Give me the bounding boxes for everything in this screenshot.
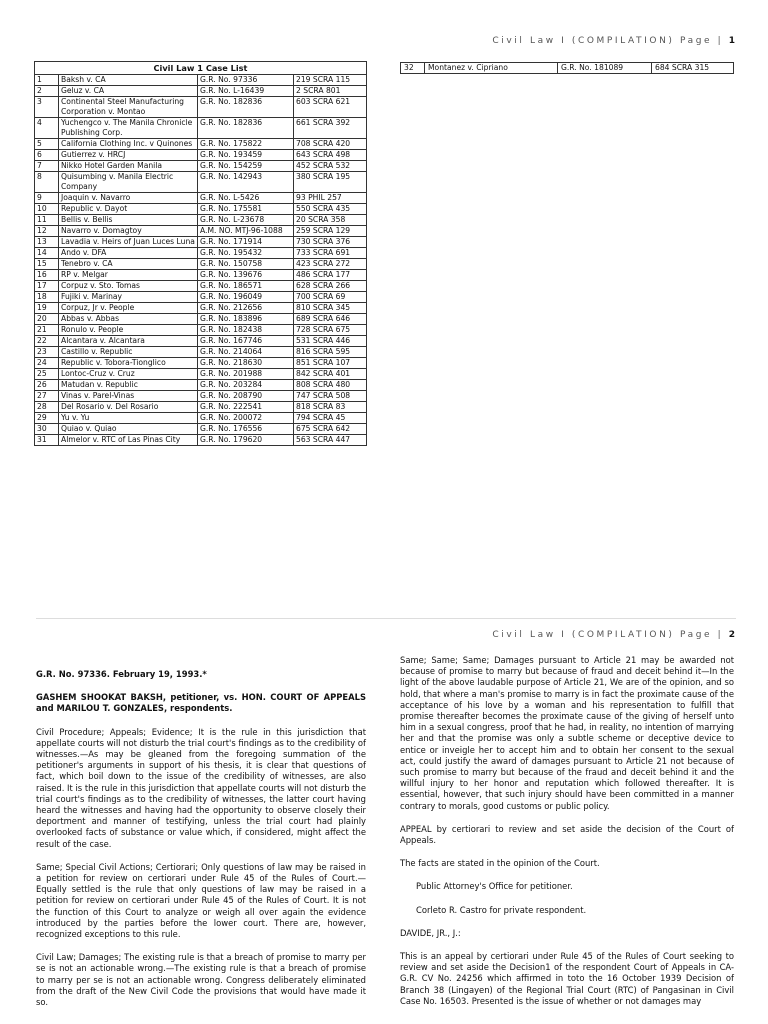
case-citation: 733 SCRA 691 (294, 248, 367, 259)
case-gr: G.R. No. 200072 (198, 413, 294, 424)
header-text: Civil Law I (COMPILATION) Page | (492, 36, 724, 46)
case-gr: G.R. No. 182438 (198, 325, 294, 336)
case-number: 13 (35, 237, 59, 248)
case-number: 26 (35, 380, 59, 391)
case-citation: 452 SCRA 532 (294, 161, 367, 172)
case-name: Nikko Hotel Garden Manila (59, 161, 198, 172)
case-number: 24 (35, 358, 59, 369)
paragraph: Civil Law; Damages; The existing rule is that a breach of promise to marry per se is not an actionable wrong.—The existing rule is that a breach of promise to marry per se is not an actionable wrong. Congress deliberately eliminated from the draft of the New Civil Code the provisions that would have made it so. (36, 952, 366, 1008)
case-gr: G.R. No. L-5426 (198, 193, 294, 204)
case-number: 19 (35, 303, 59, 314)
case-list-body (35, 75, 367, 446)
case-gr: G.R. No. 186571 (198, 281, 294, 292)
case-number: 11 (35, 215, 59, 226)
case-gr: G.R. No. 182836 (198, 118, 294, 139)
case-citation: 486 SCRA 177 (294, 270, 367, 281)
header-text: Civil Law I (COMPILATION) Page | (492, 630, 724, 640)
case-citation: 93 PHIL 257 (294, 193, 367, 204)
case-gr: G.R. No. 179620 (198, 435, 294, 446)
table-row (35, 435, 367, 446)
case-citation: 684 SCRA 315 (652, 63, 734, 74)
paragraph: The facts are stated in the opinion of the Court. (400, 858, 600, 869)
case-name: Abbas v. Abbas (59, 314, 198, 325)
case-number: 4 (35, 118, 59, 139)
table-row (35, 193, 367, 204)
case-gr: G.R. No. 154259 (198, 161, 294, 172)
case-gr: G.R. No. 195432 (198, 248, 294, 259)
case-number: 7 (35, 161, 59, 172)
table-row (35, 270, 367, 281)
case-citation: 700 SCRA 69 (294, 292, 367, 303)
table-row (35, 380, 367, 391)
case-name: Quisumbing v. Manila Electric Company (59, 172, 198, 193)
case-name: Corpuz, Jr v. People (59, 303, 198, 314)
table-row (35, 259, 367, 270)
case-number: 8 (35, 172, 59, 193)
case-name: Gutierrez v. HRCJ (59, 150, 198, 161)
case-gr: G.R. No. 175822 (198, 139, 294, 150)
case-citation: 728 SCRA 675 (294, 325, 367, 336)
table-row (35, 139, 367, 150)
case-name: Fujiki v. Marinay (59, 292, 198, 303)
case-name: Lavadia v. Heirs of Juan Luces Luna (59, 237, 198, 248)
case-gr: G.R. No. 214064 (198, 347, 294, 358)
case-citation: 259 SCRA 129 (294, 226, 367, 237)
table-row (35, 325, 367, 336)
case-name: Yu v. Yu (59, 413, 198, 424)
case-name: Navarro v. Domagtoy (59, 226, 198, 237)
paragraph: DAVIDE, JR., J.: (400, 927, 461, 938)
table-row (35, 369, 367, 380)
case-name: Republic v. Dayot (59, 204, 198, 215)
case-number: 12 (35, 226, 59, 237)
table-row (401, 63, 734, 74)
table-row (35, 303, 367, 314)
case-number: 3 (35, 97, 59, 118)
case-name: RP v. Melgar (59, 270, 198, 281)
case-citation: 628 SCRA 266 (294, 281, 367, 292)
table-row (35, 161, 367, 172)
case-name: Lontoc-Cruz v. Cruz (59, 369, 198, 380)
case-gr: G.R. No. 212656 (198, 303, 294, 314)
case-list-table (34, 61, 367, 446)
case-citation: 675 SCRA 642 (294, 424, 367, 435)
case-gr: G.R. No. 97336 (198, 75, 294, 86)
table-row (35, 204, 367, 215)
paragraph: APPEAL by certiorari to review and set aside the decision of the Court of Appeals. (400, 823, 734, 846)
case-gr: G.R. No. 139676 (198, 270, 294, 281)
case-citation: 2 SCRA 801 (294, 86, 367, 97)
page-number: 1 (728, 36, 736, 46)
case-gr: G.R. No. 150758 (198, 259, 294, 270)
case-name: Alcantara v. Alcantara (59, 336, 198, 347)
case-citation: 603 SCRA 621 (294, 97, 367, 118)
case-citation: 219 SCRA 115 (294, 75, 367, 86)
table-row (35, 118, 367, 139)
case-gr: G.R. No. 181089 (558, 63, 652, 74)
case-number: 29 (35, 413, 59, 424)
case-number: 1 (35, 75, 59, 86)
case-name: Ando v. DFA (59, 248, 198, 259)
case-gr: G.R. No. L-23678 (198, 215, 294, 226)
case-citation: 20 SCRA 358 (294, 215, 367, 226)
case-name: Vinas v. Parel-Vinas (59, 391, 198, 402)
table-row (35, 336, 367, 347)
table-row (35, 226, 367, 237)
case-name: Matudan v. Republic (59, 380, 198, 391)
case-name: Republic v. Tobora-Tionglico (59, 358, 198, 369)
case-citation: 747 SCRA 508 (294, 391, 367, 402)
case-citation: 808 SCRA 480 (294, 380, 367, 391)
case-citation: 380 SCRA 195 (294, 172, 367, 193)
case-gr: G.R. No. 142943 (198, 172, 294, 193)
case-name: California Clothing Inc. v Quinones (59, 139, 198, 150)
case-heading: GASHEM SHOOKAT BAKSH, petitioner, vs. HON. COURT OF APPEALS and MARILOU T. GONZALES, respondents. (36, 692, 366, 714)
right-column (400, 655, 734, 1019)
case-gr: G.R. No. 218630 (198, 358, 294, 369)
case-name: Continental Steel Manufacturing Corporation v. Montao (59, 97, 198, 118)
table-title: Civil Law 1 Case List (35, 62, 367, 75)
case-number: 31 (35, 435, 59, 446)
case-gr: G.R. No. L-16439 (198, 86, 294, 97)
table-row (35, 347, 367, 358)
case-citation: 531 SCRA 446 (294, 336, 367, 347)
case-gr: G.R. No. 183896 (198, 314, 294, 325)
table-row (35, 424, 367, 435)
case-name: Ronulo v. People (59, 325, 198, 336)
case-number: 20 (35, 314, 59, 325)
case-number: 10 (35, 204, 59, 215)
case-number: 6 (35, 150, 59, 161)
paragraph: This is an appeal by certiorari under Rule 45 of the Rules of Court seeking to review and set aside the Decision1 of the respondent Court of Appeals in CA-G.R. CV No. 24256 which affirmed in toto the 16 October 1939 Decision of Branch 38 (Lingayen) of the Regional Trial Court (RTC) of Pangasinan in Civil Case No. 16503. Presented is the issue of whether or not damages may (400, 951, 734, 1006)
page-number: 2 (728, 630, 736, 640)
paragraph: Civil Procedure; Appeals; Evidence; It is the rule in this jurisdiction that appellate courts will not disturb the trial court's findings as to the credibility of witnesses.—As may be gleaned from the foregoing summation of the petitioner's arguments in support of his thesis, it is clear that questions of fact, which boil down to the issue of the credibility of witnesses, are also raised. It is the rule in this jurisdiction that appellate courts will not disturb the trial court's findings as to the credibility of witnesses, the latter court having heard the witnesses and having had the opportunity to observe closely their deportment and manner of testifying, unless the trial court had plainly overlooked facts of substance or value which, if considered, might affect the result of the case. (36, 726, 366, 849)
case-citation: 423 SCRA 272 (294, 259, 367, 270)
case-number: 15 (35, 259, 59, 270)
case-gr: G.R. No. 201988 (198, 369, 294, 380)
table-row (35, 358, 367, 369)
case-name: Almelor v. RTC of Las Pinas City (59, 435, 198, 446)
case-number: 27 (35, 391, 59, 402)
case-number: 21 (35, 325, 59, 336)
case-citation: 810 SCRA 345 (294, 303, 367, 314)
case-number: 9 (35, 193, 59, 204)
case-gr: G.R. No. 167746 (198, 336, 294, 347)
case-number: 22 (35, 336, 59, 347)
case-gr: G.R. No. 203284 (198, 380, 294, 391)
case-name: Del Rosario v. Del Rosario (59, 402, 198, 413)
case-gr: G.R. No. 193459 (198, 150, 294, 161)
table-row (35, 292, 367, 303)
case-gr: G.R. No. 175581 (198, 204, 294, 215)
case-gr: G.R. No. 171914 (198, 237, 294, 248)
left-column (36, 669, 366, 1020)
case-citation: 708 SCRA 420 (294, 139, 367, 150)
case-citation: 730 SCRA 376 (294, 237, 367, 248)
table-row (35, 248, 367, 259)
table-row (35, 237, 367, 248)
case-name: Baksh v. CA (59, 75, 198, 86)
case-name: Montanez v. Cipriano (425, 63, 558, 74)
case-number: 14 (35, 248, 59, 259)
paragraph: Same; Special Civil Actions; Certiorari; Only questions of law may be raised in a petition for review on certiorari under Rule 45 of the Rules of Court.—Equally settled is the rule that only questions of law may be raised in a petition for review on certiorari under Rule 45 of the Rules of Court. It is not the function of this Court to analyze or weigh all over again the evidence introduced by the parties before the lower court. There are, however, recognized exceptions to this rule. (36, 861, 366, 940)
case-number: 30 (35, 424, 59, 435)
case-gr: G.R. No. 196049 (198, 292, 294, 303)
case-gr: G.R. No. 176556 (198, 424, 294, 435)
paragraph: Corleto R. Castro for private respondent. (416, 904, 587, 915)
case-list-continuation (400, 62, 734, 74)
page-header-2 (492, 630, 736, 640)
case-number: 28 (35, 402, 59, 413)
case-citation: 816 SCRA 595 (294, 347, 367, 358)
case-citation: 643 SCRA 498 (294, 150, 367, 161)
paragraph: Public Attorney's Office for petitioner. (416, 881, 573, 892)
table-row (35, 281, 367, 292)
case-citation: 842 SCRA 401 (294, 369, 367, 380)
table-row (35, 215, 367, 226)
case-name: Castillo v. Republic (59, 347, 198, 358)
case-heading: G.R. No. 97336. February 19, 1993.* (36, 669, 207, 679)
table-row (35, 97, 367, 118)
table-row (35, 86, 367, 97)
case-name: Geluz v. CA (59, 86, 198, 97)
page-header-1 (492, 36, 736, 46)
paragraph: Same; Same; Same; Damages pursuant to Article 21 may be awarded not because of promise to marry but because of fraud and deceit behind it—In the light of the above laudable purpose of Article 21, We are of the opinion, and so hold, that where a man's promise to marry is in fact the proximate cause of the acceptance of his love by a woman and his representation to fulfill that promise thereafter becomes the proximate cause of the giving of herself unto him in a sexual congress, proof that he had, in reality, no intention of marrying her and that the promise was only a subtle scheme or deceptive device to entice or inveigle her to accept him and to obtain her consent to the sexual act, could justify the award of damages pursuant to Article 21 not because of such promise to marry but because of the fraud and deceit behind it and the willful injury to her honor and reputation which followed thereafter. It is essential, however, that such injury should have been committed in a manner contrary to morals, good customs or public policy. (400, 655, 734, 811)
case-number: 17 (35, 281, 59, 292)
case-name: Quiao v. Quiao (59, 424, 198, 435)
case-name: Tenebro v. CA (59, 259, 198, 270)
case-number: 5 (35, 139, 59, 150)
page-divider (36, 618, 736, 619)
case-citation: 661 SCRA 392 (294, 118, 367, 139)
case-gr: A.M. NO. MTJ-96-1088 (198, 226, 294, 237)
case-citation: 851 SCRA 107 (294, 358, 367, 369)
table-row (35, 413, 367, 424)
case-name: Corpuz v. Sto. Tomas (59, 281, 198, 292)
table-row (35, 402, 367, 413)
case-citation: 818 SCRA 83 (294, 402, 367, 413)
table-row (35, 150, 367, 161)
case-gr: G.R. No. 182836 (198, 97, 294, 118)
case-number: 18 (35, 292, 59, 303)
case-number: 32 (401, 63, 425, 74)
table-row (35, 391, 367, 402)
case-name: Joaquin v. Navarro (59, 193, 198, 204)
table-row (35, 75, 367, 86)
case-citation: 689 SCRA 646 (294, 314, 367, 325)
table-row (35, 314, 367, 325)
case-number: 25 (35, 369, 59, 380)
case-gr: G.R. No. 208790 (198, 391, 294, 402)
case-citation: 794 SCRA 45 (294, 413, 367, 424)
case-gr: G.R. No. 222541 (198, 402, 294, 413)
case-number: 16 (35, 270, 59, 281)
case-number: 23 (35, 347, 59, 358)
case-number: 2 (35, 86, 59, 97)
case-citation: 563 SCRA 447 (294, 435, 367, 446)
table-row (35, 172, 367, 193)
case-name: Yuchengco v. The Manila Chronicle Publishing Corp. (59, 118, 198, 139)
case-citation: 550 SCRA 435 (294, 204, 367, 215)
case-name: Bellis v. Bellis (59, 215, 198, 226)
